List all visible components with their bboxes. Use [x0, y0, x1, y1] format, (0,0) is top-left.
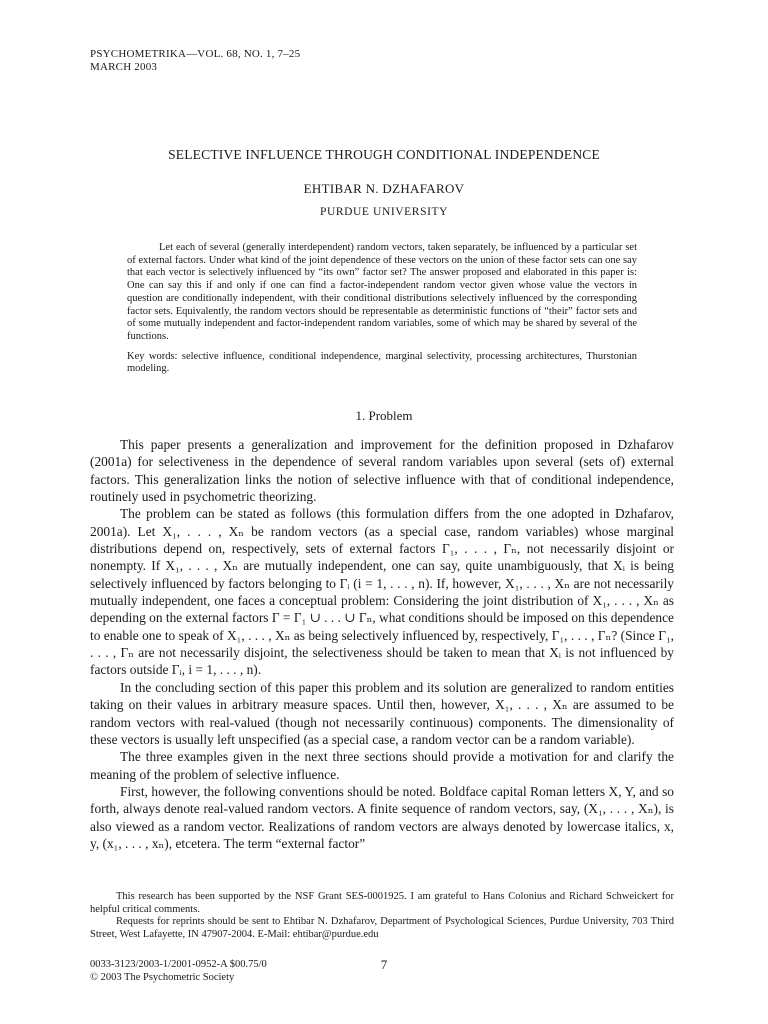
- copyright-notice: © 2003 The Psychometric Society: [90, 972, 235, 983]
- abstract-text: Let each of several (generally interdependent) random vectors, taken separately, be influenced by a particular set of external factors. Under what kind of the joint dependence of these vectors on the union of these factor sets can one say that each vector is selectively influenced by “its own” factor set? The answer proposed and elaborated in this paper is: One can say this if and only if one can find a factor-independent random vector given whose value the vectors in question are conditionally independent, with their conditional distributions selectively influenced by the corresponding factor sets. Equivalently, the random vectors should be representable as deterministic functions of “their” factor sets and of some mutually independent and factor-independent random variables, some of which may be shared by several of the functions.: [127, 242, 637, 342]
- footnotes: [90, 891, 674, 941]
- abstract: [127, 242, 637, 376]
- issue-date: MARCH 2003: [90, 61, 158, 73]
- body-text: [90, 436, 674, 852]
- paragraph-3: In the concluding section of this paper this problem and its solution are generalized to random entities taking on their values in arbitrary measure spaces. Until then, however, X₁, . . . , Xₙ are assumed to be random vectors with real-valued (though not necessarily continuous) components. The dimensionality of these vectors is usually left unspecified (as a special case, a random vector can be a random variable).: [90, 679, 674, 747]
- page-number: 7: [380, 957, 388, 972]
- author-name: EHTIBAR N. DZHAFAROV: [303, 181, 465, 196]
- article-code: 0033-3123/2003-1/2001-0952-A $00.75/0: [90, 959, 267, 970]
- paper-title: SELECTIVE INFLUENCE THROUGH CONDITIONAL INDEPENDENCE: [168, 147, 600, 162]
- paragraph-4: The three examples given in the next three sections should provide a motivation for and clarify the meaning of the problem of selective influence.: [90, 749, 674, 782]
- paragraph-1: This paper presents a generalization and improvement for the definition proposed in Dzhafarov (2001a) for selectiveness in the dependence of several random variables upon several (sets of) external factors. This generalization links the notion of selective influence with that of conditional independence, routinely used in psychometric theorizing.: [90, 437, 674, 505]
- author-affiliation: PURDUE UNIVERSITY: [319, 206, 449, 218]
- journal-info: PSYCHOMETRIKA—VOL. 68, NO. 1, 7–25: [90, 48, 301, 60]
- footnote-funding: This research has been supported by the NSF Grant SES-0001925. I am grateful to Hans Colonius and Richard Schweickert for helpful critical comments.: [90, 891, 674, 915]
- section-heading: 1. Problem: [355, 408, 413, 423]
- footnote-reprints: Requests for reprints should be sent to Ehtibar N. Dzhafarov, Department of Psychological Sciences, Purdue University, 703 Third Street, West Lafayette, IN 47907-2004. E-Mail: ehtibar@purdue.edu: [90, 916, 674, 940]
- journal-header: [90, 48, 300, 74]
- paragraph-5: First, however, the following conventions should be noted. Boldface capital Roman letters X, Y, and so forth, always denote real-valued random vectors. A finite sequence of random vectors, say, (X₁, . . . , Xₙ), is also viewed as a random vector. Realizations of random vectors are always denoted by lowercase italics, x, y, (x₁, . . . , xₙ), etcetera. The term “external factor”: [90, 783, 674, 851]
- paragraph-2: The problem can be stated as follows (this formulation differs from the one adopted in Dzhafarov, 2001a). Let X₁, . . . , Xₙ be random vectors (as a special case, random variables) whose marginal distributions depend on, respectively, sets of external factors Γ₁, . . . , Γₙ, not necessarily disjoint or nonempty. If X₁, . . . , Xₙ are mutually independent, one can say, quite unambiguously, that Xᵢ is being selectively influenced by factors belonging to Γᵢ (i = 1, . . . , n). If, however, X₁, . . . , Xₙ are not necessarily mutually independent, one faces a conceptual problem: Considering the joint distribution of X₁, . . . , Xₙ as depending on the external factors Γ = Γ₁ ∪ . . . ∪ Γₙ, what conditions should be imposed on this dependence to enable one to speak of X₁, . . . , Xₙ as being selectively influenced by, respectively, Γ₁, . . . , Γₙ? (Since Γ₁, . . . , Γₙ are not necessarily disjoint, the selectiveness should be taken to mean that Xᵢ is not influenced by factors outside Γᵢ, i = 1, . . . , n).: [90, 506, 675, 678]
- keywords: Key words: selective influence, conditional independence, marginal selectivity, processing architectures, Thurstonian modeling.: [127, 350, 637, 375]
